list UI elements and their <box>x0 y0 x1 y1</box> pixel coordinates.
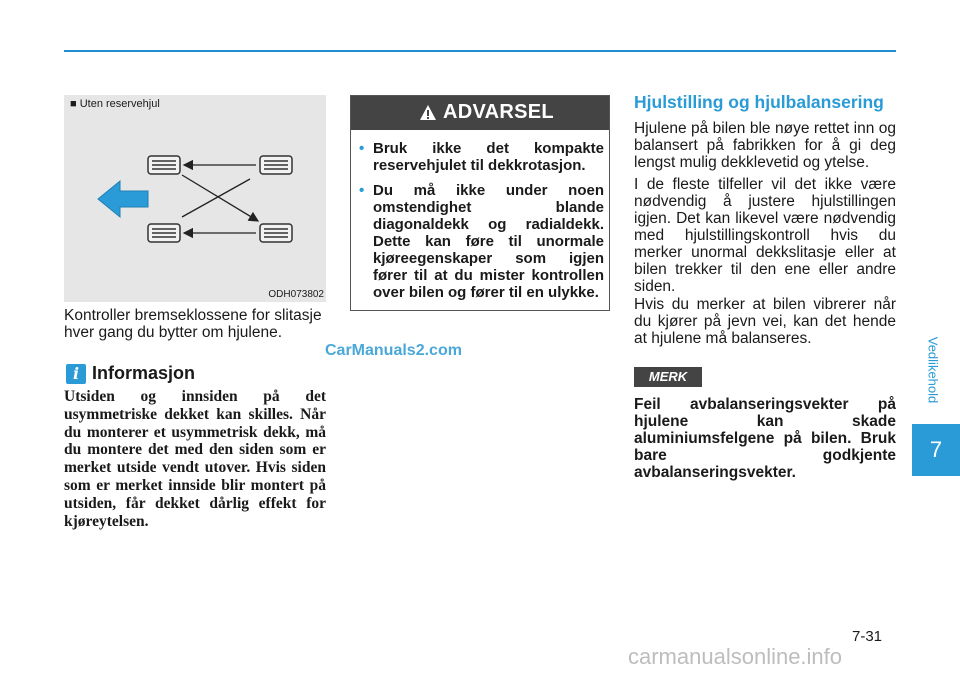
section-heading: Hjulstilling og hjulbalansering <box>634 92 884 112</box>
tire-rotation-figure <box>64 95 326 302</box>
chapter-side-label: Vedlikehold <box>925 336 941 404</box>
alignment-paragraph-2: I de fleste tilfeller vil det ikke være nødvendig å justere hjulstillingen igjen. Det kan likevel være nødvendig med hjulstillingskontroll hvis du merker unormal dekkslitasje eller at bilen trekker til den ene eller andre siden. <box>634 176 896 295</box>
tire-front-left <box>148 156 180 174</box>
rotation-arrow-cross-up <box>182 179 250 217</box>
tire-front-right <box>148 224 180 242</box>
warning-item: • Bruk ikke det kompakte reservehjulet til dekkrotasjon. <box>359 140 604 174</box>
warning-triangle-icon <box>419 104 437 121</box>
alignment-paragraph-1: Hjulene på bilen ble nøye rettet inn og balansert på fabrikken for å gi deg lengst mulig dekklevetid og ytelse. <box>634 120 896 171</box>
figure-code: ODH073802 <box>268 289 324 300</box>
rotation-arrow-cross-down <box>182 175 258 221</box>
page-number: 7-31 <box>852 628 883 645</box>
merk-badge: MERK <box>634 367 702 387</box>
tire-rear-right <box>260 224 292 242</box>
footer-watermark: carmanualsonline.info <box>628 644 843 669</box>
tire-rear-left <box>260 156 292 174</box>
warning-item: • Du må ikke under noen omstendighet blande diagonaldekk og radialdekk. Dette kan føre til unormale kjøreegenskaper som igjen fører til at du mister kontrollen over bilen og fører til en ulykke. <box>359 182 604 301</box>
figure-caption: ■ Uten reservehjul <box>70 98 160 110</box>
warning-header <box>351 96 609 130</box>
bullet-icon: • <box>359 140 365 157</box>
info-icon: i <box>66 364 86 384</box>
info-body: Utsiden og innsiden på det usymmetriske dekket kan skilles. Når du monterer et usymmetrisk dekk, må du montere det med den siden som er merket utside vendt utover. Hvis siden som er merket innside blir montert på utsiden, får dekket dårlig effekt for kjøreytelsen. <box>64 388 326 530</box>
warning-box <box>350 95 610 311</box>
top-rule <box>64 50 896 52</box>
brake-pad-paragraph: Kontroller bremseklossene for slitasje hver gang du bytter om hjulene. <box>64 307 322 341</box>
alignment-paragraph-3: Hvis du merker at bilen vibrerer når du kjører på jevn vei, kan det hende at hjulene må balanseres. <box>634 296 896 347</box>
bullet-icon: • <box>359 182 365 199</box>
tire-rotation-diagram <box>64 95 326 302</box>
chapter-tab[interactable]: 7 <box>912 424 960 476</box>
warning-list <box>359 140 604 309</box>
warning-title: ADVARSEL <box>443 101 554 123</box>
watermark-carmanuals2: CarManuals2.com <box>325 342 462 359</box>
forward-direction-arrow <box>98 181 148 217</box>
info-title: Informasjon <box>92 363 196 383</box>
merk-text: Feil avbalanseringsvekter på hjulene kan skade aluminiumsfelgene på bilen. Bruk bare godkjente avbalanseringsvekter. <box>634 396 896 481</box>
